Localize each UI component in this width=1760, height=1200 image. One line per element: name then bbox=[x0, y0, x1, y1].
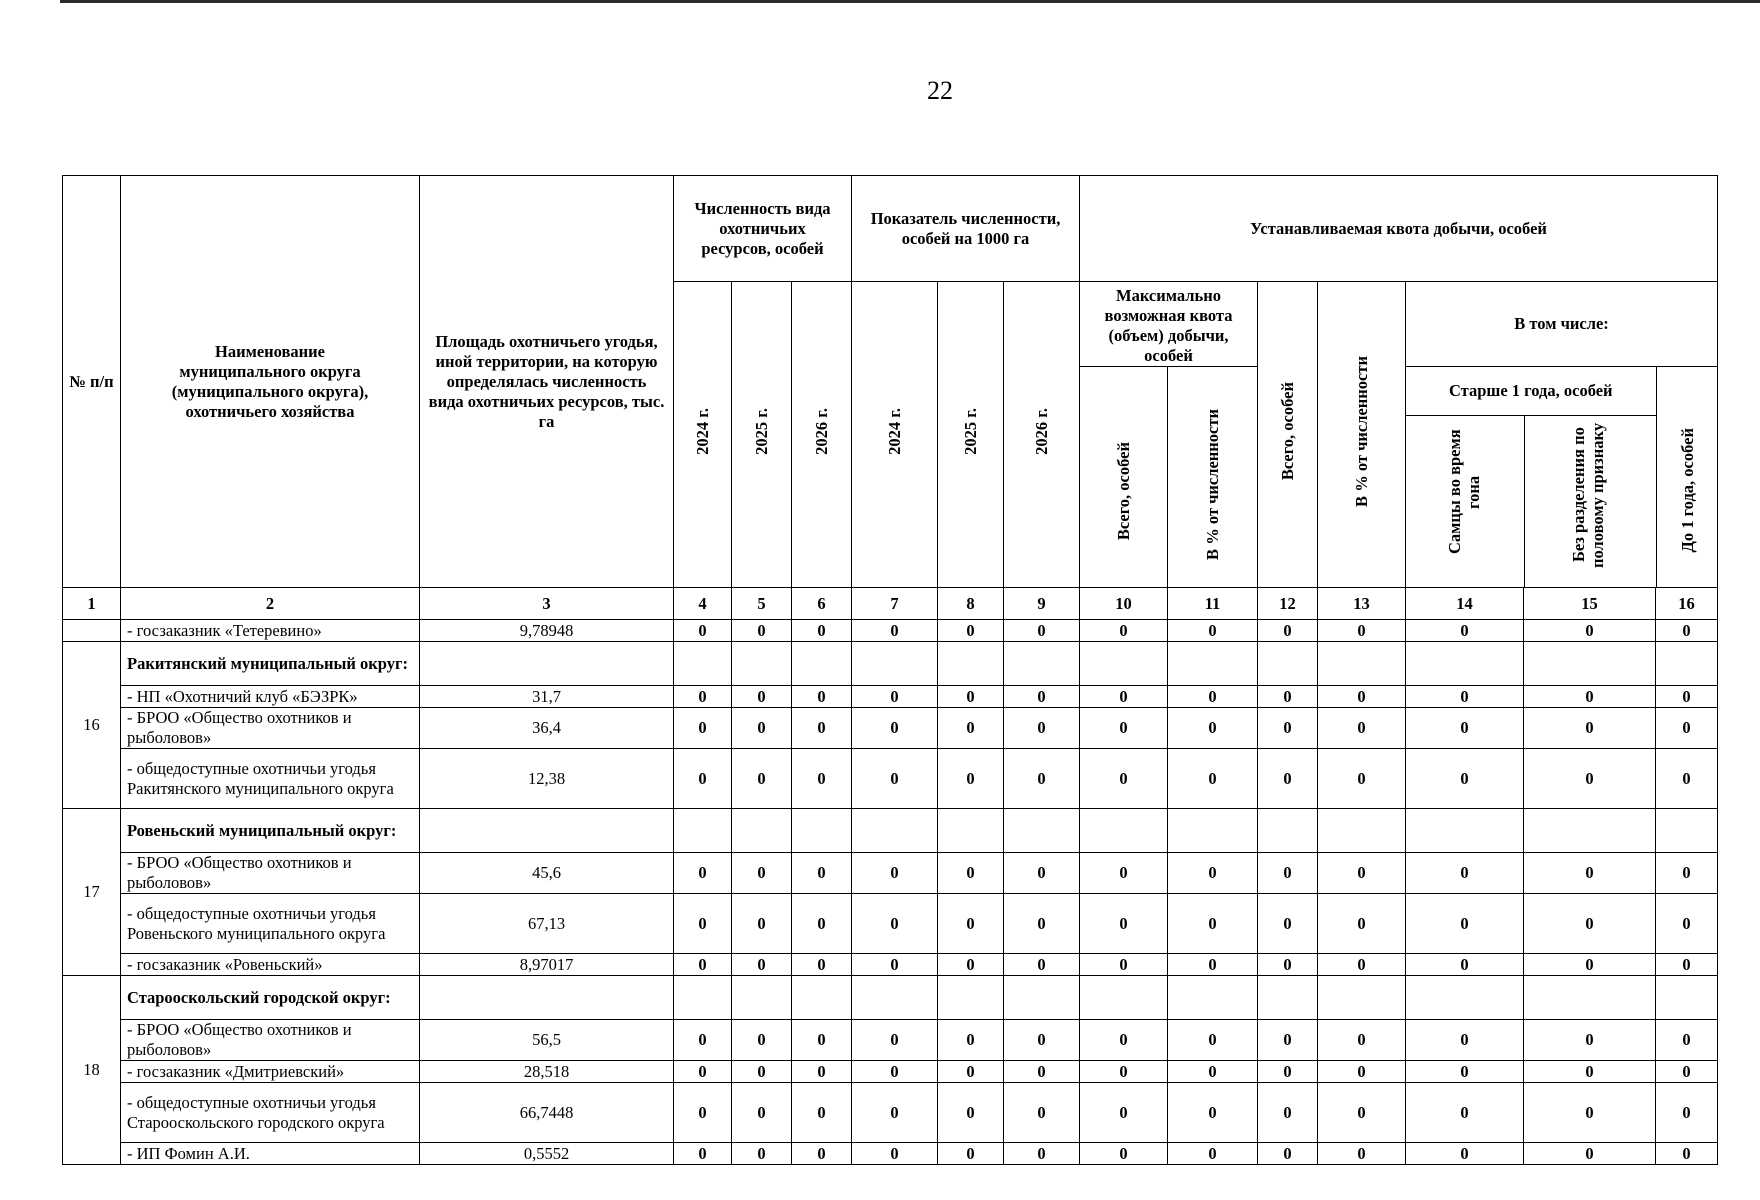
value-cell: 0 bbox=[1004, 708, 1080, 749]
column-number: 13 bbox=[1318, 588, 1406, 620]
empty-cell bbox=[1168, 809, 1258, 853]
value-cell: 0 bbox=[1080, 1083, 1168, 1143]
value-cell: 0 bbox=[1406, 1083, 1524, 1143]
table-row bbox=[63, 686, 1718, 708]
empty-cell bbox=[1080, 642, 1168, 686]
row-area: 0,5552 bbox=[420, 1143, 674, 1165]
value-cell: 0 bbox=[1318, 954, 1406, 976]
group-row bbox=[63, 976, 1718, 1020]
h-total bbox=[1080, 367, 1168, 588]
h-total2-text: Всего, особей bbox=[1278, 382, 1298, 481]
value-cell: 0 bbox=[1656, 1020, 1718, 1061]
column-number: 2 bbox=[121, 588, 420, 620]
h-2026a-text: 2026 г. bbox=[812, 408, 831, 455]
h-pct2 bbox=[1318, 282, 1406, 588]
value-cell: 0 bbox=[732, 1020, 792, 1061]
page-number: 22 bbox=[927, 76, 953, 105]
value-cell: 0 bbox=[938, 749, 1004, 809]
value-cell: 0 bbox=[1080, 708, 1168, 749]
value-cell: 0 bbox=[792, 954, 852, 976]
value-cell: 0 bbox=[674, 620, 732, 642]
value-cell: 0 bbox=[1258, 749, 1318, 809]
value-cell: 0 bbox=[732, 1061, 792, 1083]
value-cell: 0 bbox=[1406, 708, 1524, 749]
value-cell: 0 bbox=[1656, 853, 1718, 894]
h-under1-text: До 1 года, особей bbox=[1677, 427, 1697, 552]
value-cell: 0 bbox=[732, 853, 792, 894]
value-cell: 0 bbox=[1656, 1083, 1718, 1143]
table-row bbox=[63, 1143, 1718, 1165]
value-cell: 0 bbox=[792, 620, 852, 642]
value-cell: 0 bbox=[938, 853, 1004, 894]
h-males bbox=[1406, 415, 1524, 587]
value-cell: 0 bbox=[1524, 708, 1656, 749]
value-cell: 0 bbox=[1168, 749, 1258, 809]
value-cell: 0 bbox=[1524, 1020, 1656, 1061]
value-cell: 0 bbox=[1406, 620, 1524, 642]
value-cell: 0 bbox=[1318, 1143, 1406, 1165]
value-cell: 0 bbox=[674, 894, 732, 954]
value-cell: 0 bbox=[1318, 1061, 1406, 1083]
h-2025b-text: 2025 г. bbox=[961, 408, 981, 455]
column-number: 8 bbox=[938, 588, 1004, 620]
h-nosex bbox=[1524, 415, 1656, 587]
group-name: Старооскольский городской округ: bbox=[121, 976, 420, 1020]
row-name: - общедоступные охотничьи угодья Ракитянского муниципального округа bbox=[121, 749, 420, 809]
value-cell: 0 bbox=[1318, 686, 1406, 708]
value-cell: 0 bbox=[1258, 1020, 1318, 1061]
value-cell: 0 bbox=[1168, 1020, 1258, 1061]
value-cell: 0 bbox=[732, 954, 792, 976]
row-number bbox=[63, 620, 121, 642]
value-cell: 0 bbox=[1524, 894, 1656, 954]
value-cell: 0 bbox=[1258, 708, 1318, 749]
value-cell: 0 bbox=[1258, 894, 1318, 954]
value-cell: 0 bbox=[1258, 686, 1318, 708]
group-row bbox=[63, 809, 1718, 853]
value-cell: 0 bbox=[792, 749, 852, 809]
top-border-line bbox=[60, 0, 1760, 3]
empty-cell bbox=[1080, 976, 1168, 1020]
empty-cell bbox=[1524, 809, 1656, 853]
value-cell: 0 bbox=[792, 894, 852, 954]
value-cell: 0 bbox=[1524, 620, 1656, 642]
value-cell: 0 bbox=[1004, 1083, 1080, 1143]
h-2026a bbox=[792, 282, 852, 588]
value-cell: 0 bbox=[852, 708, 938, 749]
header-max-quota: Максимально возможная квота (объем) добычи, особей bbox=[1080, 282, 1258, 367]
column-number: 3 bbox=[420, 588, 674, 620]
value-cell: 0 bbox=[674, 708, 732, 749]
value-cell: 0 bbox=[1406, 749, 1524, 809]
value-cell: 0 bbox=[792, 686, 852, 708]
empty-cell bbox=[1004, 642, 1080, 686]
value-cell: 0 bbox=[792, 853, 852, 894]
empty-cell bbox=[1406, 976, 1524, 1020]
empty-cell bbox=[1318, 976, 1406, 1020]
table-row bbox=[63, 853, 1718, 894]
empty-cell bbox=[732, 976, 792, 1020]
value-cell: 0 bbox=[938, 954, 1004, 976]
value-cell: 0 bbox=[1406, 853, 1524, 894]
table-row bbox=[63, 954, 1718, 976]
value-cell: 0 bbox=[1258, 853, 1318, 894]
value-cell: 0 bbox=[1656, 1061, 1718, 1083]
value-cell: 0 bbox=[852, 1143, 938, 1165]
value-cell: 0 bbox=[938, 1061, 1004, 1083]
value-cell: 0 bbox=[1168, 686, 1258, 708]
empty-cell bbox=[1258, 809, 1318, 853]
value-cell: 0 bbox=[1524, 686, 1656, 708]
column-number: 6 bbox=[792, 588, 852, 620]
value-cell: 0 bbox=[792, 1020, 852, 1061]
header-no: № п/п bbox=[63, 176, 121, 588]
value-cell: 0 bbox=[938, 1143, 1004, 1165]
value-cell: 0 bbox=[938, 1083, 1004, 1143]
group-number: 16 bbox=[63, 642, 121, 809]
empty-cell bbox=[852, 809, 938, 853]
row-area: 8,97017 bbox=[420, 954, 674, 976]
value-cell: 0 bbox=[1080, 853, 1168, 894]
empty-cell bbox=[674, 809, 732, 853]
value-cell: 0 bbox=[1318, 1020, 1406, 1061]
group-name: Ракитянский муниципальный округ: bbox=[121, 642, 420, 686]
value-cell: 0 bbox=[1318, 620, 1406, 642]
empty-cell bbox=[1656, 809, 1718, 853]
value-cell: 0 bbox=[1318, 853, 1406, 894]
empty-cell bbox=[732, 809, 792, 853]
value-cell: 0 bbox=[1656, 1143, 1718, 1165]
value-cell: 0 bbox=[1406, 954, 1524, 976]
row-area: 31,7 bbox=[420, 686, 674, 708]
value-cell: 0 bbox=[1004, 1020, 1080, 1061]
group-name: Ровеньский муниципальный округ: bbox=[121, 809, 420, 853]
empty-cell bbox=[674, 642, 732, 686]
row-name: - БРОО «Общество охотников и рыболовов» bbox=[121, 1020, 420, 1061]
header-population: Численность вида охотничьих ресурсов, особей bbox=[674, 176, 852, 282]
row-area: 45,6 bbox=[420, 853, 674, 894]
value-cell: 0 bbox=[1406, 1143, 1524, 1165]
value-cell: 0 bbox=[732, 894, 792, 954]
column-number: 14 bbox=[1406, 588, 1524, 620]
header-incl: В том числе: bbox=[1406, 282, 1718, 367]
value-cell: 0 bbox=[1080, 686, 1168, 708]
value-cell: 0 bbox=[1004, 894, 1080, 954]
h-nosex-text: Без разделения по половому признаку bbox=[1569, 422, 1608, 568]
h-pct bbox=[1168, 367, 1258, 588]
value-cell: 0 bbox=[1524, 1083, 1656, 1143]
empty-cell bbox=[1656, 976, 1718, 1020]
value-cell: 0 bbox=[938, 686, 1004, 708]
value-cell: 0 bbox=[1080, 1020, 1168, 1061]
header-area: Площадь охотничьего угодья, иной территории, на которую определялась численность вида охотничьих ресурсов, тыс. га bbox=[420, 176, 674, 588]
empty-cell bbox=[420, 642, 674, 686]
value-cell: 0 bbox=[1656, 708, 1718, 749]
value-cell: 0 bbox=[1318, 749, 1406, 809]
column-number-row bbox=[63, 588, 1718, 620]
value-cell: 0 bbox=[938, 620, 1004, 642]
value-cell: 0 bbox=[852, 894, 938, 954]
value-cell: 0 bbox=[1080, 1061, 1168, 1083]
h-2024a-text: 2024 г. bbox=[693, 408, 712, 455]
h-2025a-text: 2025 г. bbox=[752, 408, 771, 455]
empty-cell bbox=[1656, 642, 1718, 686]
empty-cell bbox=[1406, 809, 1524, 853]
value-cell: 0 bbox=[1168, 620, 1258, 642]
value-cell: 0 bbox=[1080, 894, 1168, 954]
empty-cell bbox=[420, 809, 674, 853]
group-row bbox=[63, 642, 1718, 686]
value-cell: 0 bbox=[938, 894, 1004, 954]
h-2026b-text: 2026 г. bbox=[1032, 408, 1052, 455]
value-cell: 0 bbox=[1656, 894, 1718, 954]
row-name: - БРОО «Общество охотников и рыболовов» bbox=[121, 853, 420, 894]
row-area: 36,4 bbox=[420, 708, 674, 749]
value-cell: 0 bbox=[1258, 620, 1318, 642]
empty-cell bbox=[938, 976, 1004, 1020]
value-cell: 0 bbox=[1406, 686, 1524, 708]
empty-cell bbox=[1004, 976, 1080, 1020]
value-cell: 0 bbox=[1168, 1083, 1258, 1143]
value-cell: 0 bbox=[674, 954, 732, 976]
value-cell: 0 bbox=[1258, 1083, 1318, 1143]
h-pct-text: В % от численности bbox=[1203, 409, 1223, 560]
value-cell: 0 bbox=[674, 1143, 732, 1165]
value-cell: 0 bbox=[1524, 1143, 1656, 1165]
value-cell: 0 bbox=[852, 853, 938, 894]
value-cell: 0 bbox=[792, 708, 852, 749]
value-cell: 0 bbox=[1258, 1143, 1318, 1165]
value-cell: 0 bbox=[792, 1143, 852, 1165]
value-cell: 0 bbox=[674, 853, 732, 894]
h-2025b bbox=[938, 282, 1004, 588]
value-cell: 0 bbox=[1004, 853, 1080, 894]
empty-cell bbox=[792, 809, 852, 853]
value-cell: 0 bbox=[1656, 954, 1718, 976]
value-cell: 0 bbox=[732, 620, 792, 642]
empty-cell bbox=[420, 976, 674, 1020]
value-cell: 0 bbox=[1406, 1061, 1524, 1083]
header-density: Показатель численности, особей на 1000 га bbox=[852, 176, 1080, 282]
empty-cell bbox=[1406, 642, 1524, 686]
empty-cell bbox=[1524, 642, 1656, 686]
h-2025a bbox=[732, 282, 792, 588]
value-cell: 0 bbox=[1004, 620, 1080, 642]
value-cell: 0 bbox=[1318, 894, 1406, 954]
value-cell: 0 bbox=[852, 1020, 938, 1061]
row-name: - ИП Фомин А.И. bbox=[121, 1143, 420, 1165]
column-number: 15 bbox=[1524, 588, 1656, 620]
empty-cell bbox=[1258, 976, 1318, 1020]
value-cell: 0 bbox=[1080, 749, 1168, 809]
row-area: 66,7448 bbox=[420, 1083, 674, 1143]
header-name: Наименование муниципального округа (муниципального округа), охотничьего хозяйства bbox=[121, 176, 420, 588]
value-cell: 0 bbox=[674, 1061, 732, 1083]
row-area: 56,5 bbox=[420, 1020, 674, 1061]
row-area: 12,38 bbox=[420, 749, 674, 809]
value-cell: 0 bbox=[1656, 749, 1718, 809]
empty-cell bbox=[852, 642, 938, 686]
value-cell: 0 bbox=[1168, 954, 1258, 976]
column-number: 5 bbox=[732, 588, 792, 620]
value-cell: 0 bbox=[732, 1143, 792, 1165]
h-under1 bbox=[1656, 367, 1717, 587]
h-2024b-text: 2024 г. bbox=[885, 408, 905, 455]
value-cell: 0 bbox=[852, 954, 938, 976]
value-cell: 0 bbox=[674, 1020, 732, 1061]
column-number: 4 bbox=[674, 588, 732, 620]
row-name: - НП «Охотничий клуб «БЭЗРК» bbox=[121, 686, 420, 708]
value-cell: 0 bbox=[674, 686, 732, 708]
table-row bbox=[63, 894, 1718, 954]
column-number: 7 bbox=[852, 588, 938, 620]
value-cell: 0 bbox=[1258, 954, 1318, 976]
column-number: 12 bbox=[1258, 588, 1318, 620]
value-cell: 0 bbox=[938, 708, 1004, 749]
value-cell: 0 bbox=[1168, 1143, 1258, 1165]
empty-cell bbox=[1004, 809, 1080, 853]
empty-cell bbox=[732, 642, 792, 686]
h-total-text: Всего, особей bbox=[1114, 441, 1134, 540]
row-name: - госзаказник «Тетеревино» bbox=[121, 620, 420, 642]
value-cell: 0 bbox=[732, 749, 792, 809]
table-row bbox=[63, 1020, 1718, 1061]
group-number: 18 bbox=[63, 976, 121, 1165]
empty-cell bbox=[1168, 642, 1258, 686]
value-cell: 0 bbox=[1524, 749, 1656, 809]
row-area: 67,13 bbox=[420, 894, 674, 954]
value-cell: 0 bbox=[1168, 853, 1258, 894]
row-name: - общедоступные охотничьи угодья Ровеньского муниципального округа bbox=[121, 894, 420, 954]
column-number: 1 bbox=[63, 588, 121, 620]
value-cell: 0 bbox=[732, 708, 792, 749]
row-area: 9,78948 bbox=[420, 620, 674, 642]
value-cell: 0 bbox=[1524, 853, 1656, 894]
empty-cell bbox=[1318, 642, 1406, 686]
column-number: 11 bbox=[1168, 588, 1258, 620]
column-number: 16 bbox=[1656, 588, 1718, 620]
value-cell: 0 bbox=[852, 1083, 938, 1143]
header-quota: Устанавливаемая квота добычи, особей bbox=[1080, 176, 1718, 282]
table-row bbox=[63, 1083, 1718, 1143]
value-cell: 0 bbox=[1524, 954, 1656, 976]
value-cell: 0 bbox=[852, 1061, 938, 1083]
row-name: - госзаказник «Дмитриевский» bbox=[121, 1061, 420, 1083]
value-cell: 0 bbox=[1080, 620, 1168, 642]
value-cell: 0 bbox=[1168, 708, 1258, 749]
value-cell: 0 bbox=[732, 686, 792, 708]
h-2024a bbox=[674, 282, 732, 588]
empty-cell bbox=[792, 642, 852, 686]
quota-table bbox=[62, 175, 1718, 1165]
value-cell: 0 bbox=[792, 1083, 852, 1143]
value-cell: 0 bbox=[852, 749, 938, 809]
header-older-block bbox=[1406, 367, 1718, 588]
value-cell: 0 bbox=[674, 749, 732, 809]
value-cell: 0 bbox=[674, 1083, 732, 1143]
value-cell: 0 bbox=[1004, 749, 1080, 809]
empty-cell bbox=[1318, 809, 1406, 853]
empty-cell bbox=[1258, 642, 1318, 686]
value-cell: 0 bbox=[1080, 1143, 1168, 1165]
row-name: - БРОО «Общество охотников и рыболовов» bbox=[121, 708, 420, 749]
h-total2 bbox=[1258, 282, 1318, 588]
value-cell: 0 bbox=[938, 1020, 1004, 1061]
empty-cell bbox=[674, 976, 732, 1020]
value-cell: 0 bbox=[1318, 708, 1406, 749]
column-number: 9 bbox=[1004, 588, 1080, 620]
value-cell: 0 bbox=[1004, 1061, 1080, 1083]
h-pct2-text: В % от численности bbox=[1352, 356, 1372, 507]
value-cell: 0 bbox=[1656, 686, 1718, 708]
value-cell: 0 bbox=[1168, 894, 1258, 954]
row-name: - общедоступные охотничьи угодья Старооскольского городского округа bbox=[121, 1083, 420, 1143]
value-cell: 0 bbox=[1318, 1083, 1406, 1143]
empty-cell bbox=[1168, 976, 1258, 1020]
table-row bbox=[63, 1061, 1718, 1083]
empty-cell bbox=[1524, 976, 1656, 1020]
group-number: 17 bbox=[63, 809, 121, 976]
column-number: 10 bbox=[1080, 588, 1168, 620]
empty-cell bbox=[852, 976, 938, 1020]
empty-cell bbox=[938, 642, 1004, 686]
value-cell: 0 bbox=[852, 686, 938, 708]
value-cell: 0 bbox=[1004, 686, 1080, 708]
value-cell: 0 bbox=[1258, 1061, 1318, 1083]
row-name: - госзаказник «Ровеньский» bbox=[121, 954, 420, 976]
empty-cell bbox=[938, 809, 1004, 853]
value-cell: 0 bbox=[1168, 1061, 1258, 1083]
table-row bbox=[63, 708, 1718, 749]
empty-cell bbox=[792, 976, 852, 1020]
row-area: 28,518 bbox=[420, 1061, 674, 1083]
empty-cell bbox=[1080, 809, 1168, 853]
header-older: Старше 1 года, особей bbox=[1406, 367, 1656, 415]
value-cell: 0 bbox=[1406, 894, 1524, 954]
value-cell: 0 bbox=[1656, 620, 1718, 642]
h-males-text: Самцы во время гона bbox=[1444, 429, 1483, 555]
h-2024b bbox=[852, 282, 938, 588]
h-2026b bbox=[1004, 282, 1080, 588]
value-cell: 0 bbox=[792, 1061, 852, 1083]
table-row bbox=[63, 620, 1718, 642]
table-row bbox=[63, 749, 1718, 809]
value-cell: 0 bbox=[1080, 954, 1168, 976]
value-cell: 0 bbox=[1004, 954, 1080, 976]
value-cell: 0 bbox=[1406, 1020, 1524, 1061]
value-cell: 0 bbox=[732, 1083, 792, 1143]
value-cell: 0 bbox=[1524, 1061, 1656, 1083]
value-cell: 0 bbox=[1004, 1143, 1080, 1165]
value-cell: 0 bbox=[852, 620, 938, 642]
